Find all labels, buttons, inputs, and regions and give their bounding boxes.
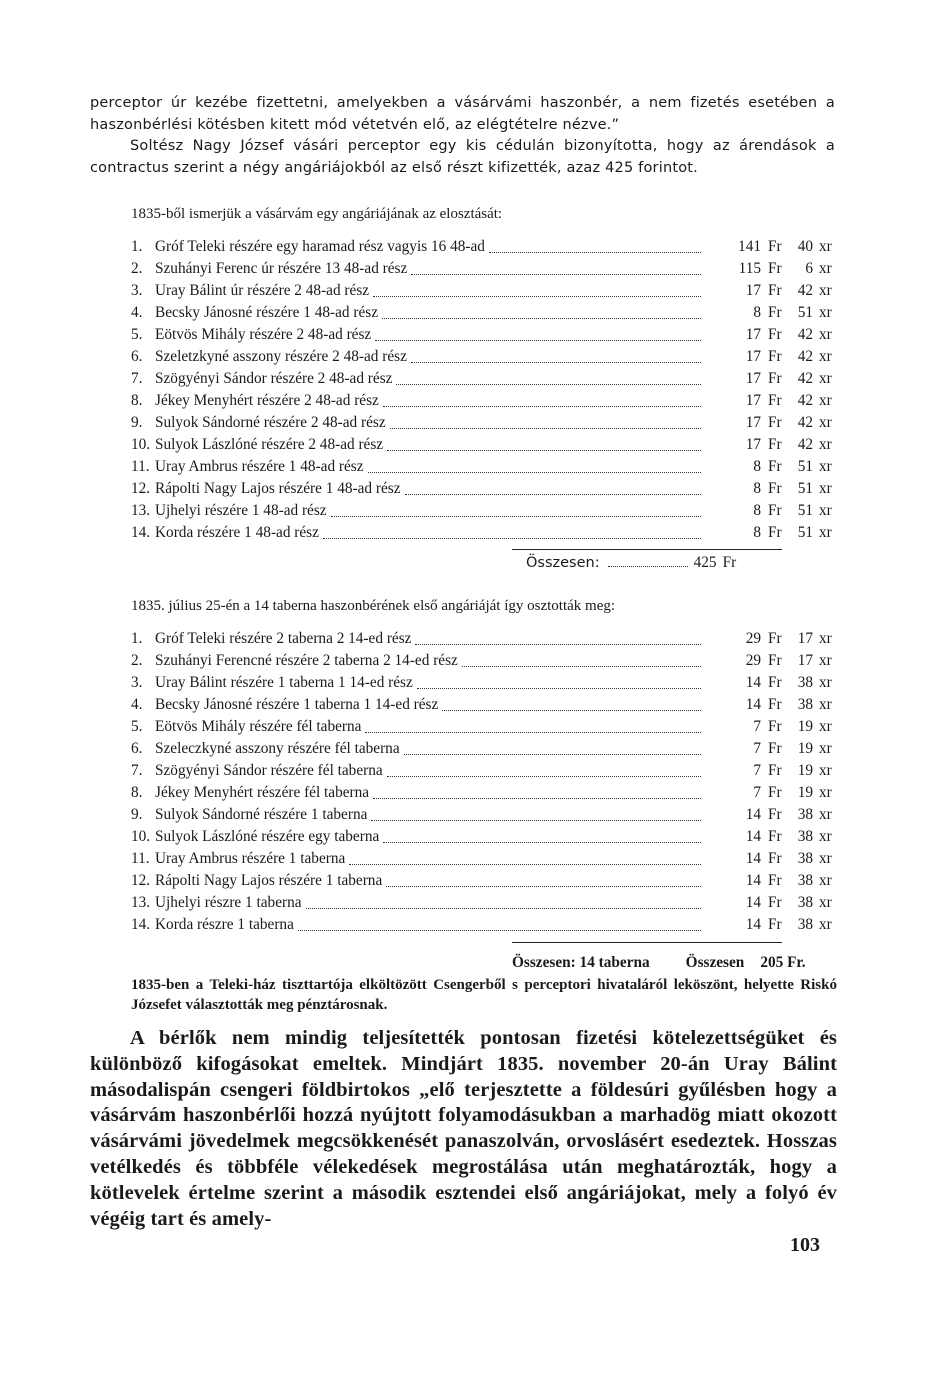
row-entry	[131, 826, 701, 848]
row-krajcar: 42	[797, 370, 813, 387]
row-leader	[415, 642, 701, 645]
row-forint-label: Fr	[768, 414, 782, 431]
row-krajcar: 38	[797, 696, 813, 713]
table-row	[131, 914, 837, 936]
row-number: 6.	[131, 348, 143, 365]
row-forint-label: Fr	[768, 850, 782, 867]
row-leader	[331, 514, 701, 517]
row-entry	[131, 628, 701, 650]
table2-heading: 1835. július 25-én a 14 taberna haszonbérének első angáriáját így osztották meg:	[131, 598, 616, 614]
row-entry	[131, 672, 701, 694]
row-number: 3.	[131, 282, 143, 299]
row-number: 9.	[131, 806, 143, 823]
row-number: 9.	[131, 414, 143, 431]
intro-paragraph-2: Soltész Nagy József vásári perceptor egy kis cédulán bizonyította, hogy az árendások a contractus szerint a négy angáriájokból az első részt kifizették, azaz 425 forintot.	[90, 138, 835, 176]
table-row	[131, 804, 837, 826]
row-name: Eötvös Mihály részére 2 48-ad rész	[155, 326, 372, 343]
row-forint: 8	[753, 458, 761, 475]
row-entry	[131, 694, 701, 716]
row-entry	[131, 500, 701, 522]
intro-paragraph-1: perceptor úr kezébe fizettetni, amelyekben a vásárvámi haszonbér, a nem fizetés esetében a haszonbérlési kötésben kitett mód vétetvén elő, az elégtételre nézve.”	[90, 95, 835, 133]
row-leader	[375, 338, 701, 341]
row-forint-label: Fr	[768, 524, 782, 541]
row-entry	[131, 914, 701, 936]
row-name: Szögyényi Sándor részére 2 48-ad rész	[155, 370, 393, 387]
row-krajcar-label: xr	[819, 630, 832, 647]
row-number: 3.	[131, 674, 143, 691]
row-krajcar: 42	[797, 348, 813, 365]
table-row	[131, 694, 837, 716]
row-name: Szuhányi Ferencné részére 2 taberna 2 14-ed rész	[155, 652, 458, 669]
row-krajcar: 42	[797, 392, 813, 409]
row-forint: 17	[745, 348, 761, 365]
table-row	[131, 456, 837, 478]
row-forint: 14	[745, 674, 761, 691]
row-krajcar-label: xr	[819, 828, 832, 845]
row-name: Gróf Teleki részére 2 taberna 2 14-ed rész	[155, 630, 412, 647]
row-entry	[131, 258, 701, 280]
row-name: Rápolti Nagy Lajos részére 1 48-ad rész	[155, 480, 401, 497]
table-row	[131, 478, 837, 500]
row-krajcar: 19	[797, 718, 813, 735]
body-paragraph-text: A bérlők nem mindig teljesítették pontosan fizetési kötelezettségüket és különböző kifogásokat emeltek. Mindjárt 1835. november 20-án Uray Bálint másodalispán csengeri földbirtokos „elő terjesztette a földesúri gyűlésben hogy a vásárvám haszonbérlői hozzá nyújtott folyamodásukban a marhadög miatt okozott vásárvámi jövedelmek megcsökkenését panaszolván, orvoslásért esedeztek. Hosszas vetélkedés és többféle vélekedések megrostálása után meghatározták, hogy a kötlevelek értelme szerint a második esztendei első angáriájokat, mely a folyó év végéig tart és amely-	[90, 1027, 837, 1230]
row-forint: 17	[745, 326, 761, 343]
table-row	[131, 280, 837, 302]
row-krajcar: 6	[805, 260, 813, 277]
row-forint-label: Fr	[768, 674, 782, 691]
row-name: Szuhányi Ferenc úr részére 13 48-ad rész	[155, 260, 408, 277]
table-row	[131, 346, 837, 368]
row-forint: 14	[745, 916, 761, 933]
row-name: Korda részre 1 taberna	[155, 916, 294, 933]
row-leader	[396, 382, 701, 385]
row-krajcar-label: xr	[819, 524, 832, 541]
row-leader	[306, 906, 701, 909]
row-leader	[383, 404, 701, 407]
row-forint-label: Fr	[768, 872, 782, 889]
table1-heading: 1835-ből ismerjük a vásárvám egy angáriájának az elosztását:	[131, 206, 503, 222]
row-leader	[373, 796, 701, 799]
row-krajcar-label: xr	[819, 282, 832, 299]
table-row	[131, 870, 837, 892]
body-paragraph	[90, 1026, 837, 1232]
row-forint-label: Fr	[768, 502, 782, 519]
table1-total-rule	[512, 549, 782, 550]
row-krajcar-label: xr	[819, 392, 832, 409]
row-forint: 17	[745, 414, 761, 431]
row-entry	[131, 434, 701, 456]
row-krajcar: 38	[797, 828, 813, 845]
row-forint: 14	[745, 828, 761, 845]
row-entry	[131, 390, 701, 412]
row-number: 11.	[131, 850, 150, 867]
row-krajcar: 42	[797, 282, 813, 299]
row-krajcar: 19	[797, 740, 813, 757]
row-name: Uray Bálint részére 1 taberna 1 14-ed rész	[155, 674, 413, 691]
row-entry	[131, 456, 701, 478]
row-leader	[489, 250, 701, 253]
row-number: 8.	[131, 784, 143, 801]
row-krajcar-label: xr	[819, 348, 832, 365]
row-krajcar-label: xr	[819, 762, 832, 779]
row-forint-label: Fr	[768, 238, 782, 255]
row-forint-label: Fr	[768, 916, 782, 933]
table-row	[131, 760, 837, 782]
row-entry	[131, 804, 701, 826]
row-entry	[131, 522, 701, 544]
row-leader	[382, 316, 701, 319]
row-entry	[131, 738, 701, 760]
row-entry	[131, 324, 701, 346]
row-entry	[131, 848, 701, 870]
row-forint: 141	[738, 238, 761, 255]
row-forint-label: Fr	[768, 718, 782, 735]
row-number: 2.	[131, 260, 143, 277]
row-forint-label: Fr	[768, 260, 782, 277]
row-krajcar-label: xr	[819, 806, 832, 823]
row-krajcar-label: xr	[819, 784, 832, 801]
row-leader	[386, 884, 701, 887]
row-krajcar: 38	[797, 894, 813, 911]
row-entry	[131, 760, 701, 782]
row-krajcar-label: xr	[819, 414, 832, 431]
table-row	[131, 738, 837, 760]
row-leader	[371, 818, 701, 821]
row-forint: 14	[745, 850, 761, 867]
row-krajcar-label: xr	[819, 916, 832, 933]
row-krajcar-label: xr	[819, 480, 832, 497]
row-entry	[131, 346, 701, 368]
table-row	[131, 412, 837, 434]
row-forint-label: Fr	[768, 326, 782, 343]
table-row	[131, 434, 837, 456]
row-krajcar-label: xr	[819, 850, 832, 867]
row-forint: 8	[753, 524, 761, 541]
row-krajcar: 17	[797, 630, 813, 647]
row-forint: 8	[753, 480, 761, 497]
row-name: Szeletzkyné asszony részére 2 48-ad rész	[155, 348, 407, 365]
row-forint-label: Fr	[768, 348, 782, 365]
table2-total-label: Összesen	[685, 954, 745, 971]
row-forint-label: Fr	[768, 370, 782, 387]
table-row	[131, 782, 837, 804]
row-forint: 29	[745, 652, 761, 669]
row-forint: 17	[745, 282, 761, 299]
row-krajcar-label: xr	[819, 304, 832, 321]
row-krajcar-label: xr	[819, 696, 832, 713]
row-forint-label: Fr	[768, 304, 782, 321]
intro-text	[90, 93, 835, 179]
table1-total	[526, 554, 736, 572]
row-name: Rápolti Nagy Lajos részére 1 taberna	[155, 872, 383, 889]
row-entry	[131, 302, 701, 324]
row-entry	[131, 412, 701, 434]
row-leader	[387, 774, 701, 777]
row-krajcar: 38	[797, 872, 813, 889]
row-number: 13.	[131, 502, 151, 519]
row-leader	[411, 272, 701, 275]
table-row	[131, 650, 837, 672]
row-leader	[411, 360, 701, 363]
row-krajcar-label: xr	[819, 458, 832, 475]
table1-total-label: Összesen:	[526, 555, 600, 571]
table-row	[131, 236, 837, 258]
row-name: Eötvös Mihály részére fél taberna	[155, 718, 362, 735]
row-entry	[131, 870, 701, 892]
row-entry	[131, 716, 701, 738]
row-krajcar-label: xr	[819, 436, 832, 453]
row-krajcar: 42	[797, 414, 813, 431]
row-number: 2.	[131, 652, 143, 669]
row-number: 1.	[131, 238, 143, 255]
table1	[131, 236, 837, 544]
table-row	[131, 848, 837, 870]
table-row	[131, 826, 837, 848]
table2-total-rule	[512, 942, 782, 943]
table2-total-value: 205 Fr.	[760, 954, 806, 971]
row-entry	[131, 236, 701, 258]
row-leader	[383, 840, 701, 843]
row-forint: 14	[745, 806, 761, 823]
table-row	[131, 302, 837, 324]
row-number: 13.	[131, 894, 151, 911]
table-row	[131, 716, 837, 738]
row-forint-label: Fr	[768, 392, 782, 409]
row-number: 4.	[131, 304, 143, 321]
row-forint: 14	[745, 894, 761, 911]
table-row	[131, 368, 837, 390]
row-forint-label: Fr	[768, 828, 782, 845]
row-forint-label: Fr	[768, 696, 782, 713]
row-forint-label: Fr	[768, 762, 782, 779]
row-leader	[323, 536, 701, 539]
row-entry	[131, 368, 701, 390]
row-number: 4.	[131, 696, 143, 713]
row-name: Korda részére 1 48-ad rész	[155, 524, 319, 541]
row-krajcar: 38	[797, 806, 813, 823]
row-number: 1.	[131, 630, 143, 647]
row-number: 14.	[131, 916, 151, 933]
row-entry	[131, 280, 701, 302]
table-row	[131, 390, 837, 412]
row-krajcar: 51	[797, 458, 813, 475]
row-krajcar: 38	[797, 674, 813, 691]
row-leader	[365, 730, 701, 733]
row-forint: 7	[753, 718, 761, 735]
row-leader	[368, 470, 701, 473]
row-entry	[131, 650, 701, 672]
row-name: Szögyényi Sándor részére fél taberna	[155, 762, 383, 779]
row-krajcar-label: xr	[819, 238, 832, 255]
row-krajcar: 51	[797, 480, 813, 497]
row-krajcar: 38	[797, 850, 813, 867]
row-name: Becsky Jánosné részére 1 taberna 1 14-ed rész	[155, 696, 439, 713]
row-entry	[131, 782, 701, 804]
row-krajcar: 51	[797, 304, 813, 321]
row-name: Uray Bálint úr részére 2 48-ad rész	[155, 282, 370, 299]
row-forint-label: Fr	[768, 630, 782, 647]
row-forint-label: Fr	[768, 458, 782, 475]
row-krajcar: 51	[797, 524, 813, 541]
row-number: 12.	[131, 480, 151, 497]
row-forint: 17	[745, 436, 761, 453]
row-leader	[387, 448, 701, 451]
row-name: Ujhelyi részre 1 taberna	[155, 894, 302, 911]
row-name: Uray Ambrus részére 1 48-ad rész	[155, 458, 364, 475]
row-forint-label: Fr	[768, 740, 782, 757]
row-krajcar: 42	[797, 326, 813, 343]
table1-total-unit: Fr	[722, 554, 737, 571]
row-krajcar-label: xr	[819, 502, 832, 519]
row-name: Sulyok Sándorné részére 2 48-ad rész	[155, 414, 386, 431]
row-forint: 7	[753, 740, 761, 757]
row-forint: 17	[745, 370, 761, 387]
table2-total	[512, 954, 806, 972]
row-krajcar-label: xr	[819, 894, 832, 911]
row-number: 6.	[131, 740, 143, 757]
row-name: Becsky Jánosné részére 1 48-ad rész	[155, 304, 378, 321]
row-forint-label: Fr	[768, 784, 782, 801]
row-forint: 14	[745, 696, 761, 713]
row-krajcar-label: xr	[819, 326, 832, 343]
row-entry	[131, 478, 701, 500]
row-forint-label: Fr	[768, 480, 782, 497]
row-leader	[349, 862, 701, 865]
row-name: Jékey Menyhért részére 2 48-ad rész	[155, 392, 379, 409]
row-forint-label: Fr	[768, 282, 782, 299]
row-krajcar: 38	[797, 916, 813, 933]
row-leader	[405, 492, 701, 495]
row-name: Sulyok Sándorné részére 1 taberna	[155, 806, 368, 823]
row-forint: 14	[745, 872, 761, 889]
table2-total-label-taberna: Összesen: 14 taberna	[512, 954, 650, 971]
row-krajcar-label: xr	[819, 718, 832, 735]
table-row	[131, 522, 837, 544]
row-forint: 17	[745, 392, 761, 409]
table-row	[131, 672, 837, 694]
row-forint-label: Fr	[768, 806, 782, 823]
table-row	[131, 258, 837, 280]
row-name: Szeleczkyné asszony részére fél taberna	[155, 740, 400, 757]
row-krajcar: 42	[797, 436, 813, 453]
row-krajcar: 19	[797, 762, 813, 779]
row-krajcar: 19	[797, 784, 813, 801]
row-krajcar: 51	[797, 502, 813, 519]
row-leader	[442, 708, 701, 711]
table-row	[131, 324, 837, 346]
row-number: 11.	[131, 458, 150, 475]
table1-total-value: 425	[693, 554, 717, 571]
row-name: Sulyok Lászlóné részére egy taberna	[155, 828, 380, 845]
row-krajcar-label: xr	[819, 370, 832, 387]
row-forint-label: Fr	[768, 652, 782, 669]
row-krajcar: 40	[797, 238, 813, 255]
row-leader	[462, 664, 701, 667]
row-krajcar-label: xr	[819, 740, 832, 757]
row-number: 7.	[131, 762, 143, 779]
row-number: 5.	[131, 326, 143, 343]
note-paragraph: 1835-ben a Teleki-ház tiszttartója elköltözött Csengerből s perceptori hivataláról leköszönt, helyette Riskó Józsefet választották meg pénztárosnak.	[131, 977, 837, 1013]
row-number: 14.	[131, 524, 151, 541]
row-krajcar-label: xr	[819, 872, 832, 889]
table-row	[131, 892, 837, 914]
row-name: Jékey Menyhért részére fél taberna	[155, 784, 370, 801]
row-forint-label: Fr	[768, 894, 782, 911]
row-krajcar-label: xr	[819, 260, 832, 277]
row-number: 10.	[131, 828, 151, 845]
row-forint: 29	[745, 630, 761, 647]
row-number: 10.	[131, 436, 151, 453]
table2	[131, 628, 837, 936]
row-forint-label: Fr	[768, 436, 782, 453]
row-name: Uray Ambrus részére 1 taberna	[155, 850, 346, 867]
row-forint: 8	[753, 304, 761, 321]
row-number: 5.	[131, 718, 143, 735]
row-forint: 8	[753, 502, 761, 519]
row-number: 12.	[131, 872, 151, 889]
table1-total-leader	[608, 564, 688, 567]
row-forint: 115	[738, 260, 761, 277]
row-krajcar-label: xr	[819, 674, 832, 691]
row-krajcar-label: xr	[819, 652, 832, 669]
table-row	[131, 628, 837, 650]
row-leader	[404, 752, 701, 755]
row-leader	[390, 426, 701, 429]
row-name: Sulyok Lászlóné részére 2 48-ad rész	[155, 436, 384, 453]
row-number: 8.	[131, 392, 143, 409]
row-name: Ujhelyi részére 1 48-ad rész	[155, 502, 327, 519]
row-leader	[373, 294, 701, 297]
row-number: 7.	[131, 370, 143, 387]
row-name: Gróf Teleki részére egy haramad rész vagyis 16 48-ad	[155, 238, 485, 255]
row-leader	[298, 928, 701, 931]
row-krajcar: 17	[797, 652, 813, 669]
row-entry	[131, 892, 701, 914]
row-forint: 7	[753, 784, 761, 801]
table-row	[131, 500, 837, 522]
row-forint: 7	[753, 762, 761, 779]
row-leader	[417, 686, 701, 689]
page-number: 103	[790, 1234, 820, 1256]
